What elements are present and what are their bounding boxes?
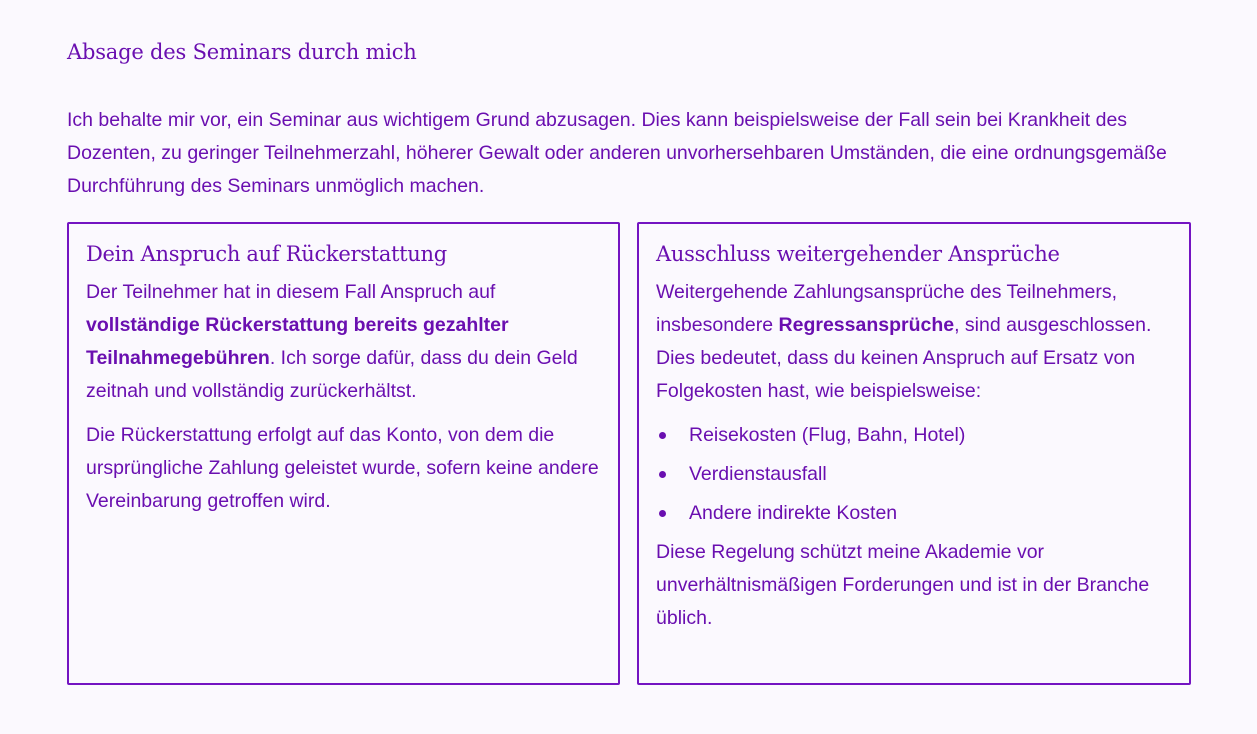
- intro-paragraph: Ich behalte mir vor, ein Seminar aus wichtigem Grund abzusagen. Dies kann beispielsweise der Fall sein bei Krankheit des Dozenten, zu geringer Teilnehmerzahl, höherer Gewalt oder anderen unvorhersehbaren Umständen, die eine ordnungsgemäße Durchführung des Seminars unmöglich machen.: [67, 109, 1167, 197]
- list-item: [656, 497, 1172, 530]
- list-item-label: Andere indirekte Kosten: [689, 502, 898, 524]
- bullet-dot-icon: [659, 471, 666, 478]
- refund-emphasis: vollständige Rückerstattung bereits gezahlter Teilnahmegebühren: [86, 314, 509, 369]
- bullet-dot-icon: [659, 432, 666, 439]
- exclusion-emphasis: Regressansprüche: [778, 314, 955, 336]
- refund-card: [67, 222, 620, 685]
- exclusion-card-paragraph-2: Diese Regelung schützt meine Akademie vor unverhältnismäßigen Forderungen und ist in der Branche üblich.: [656, 541, 1150, 629]
- bullet-dot-icon: [659, 510, 666, 517]
- exclusion-card-paragraph-1: [656, 276, 1172, 408]
- exclusion-card-title: Ausschluss weitergehender Ansprüche: [656, 242, 1060, 266]
- exclusion-text-start: Weitergehende Zahlungsansprüche des Teilnehmers, insbesondere: [656, 281, 1118, 336]
- exclusion-card: [637, 222, 1191, 685]
- list-item-label: Verdienstausfall: [689, 463, 827, 485]
- excluded-costs-list: [656, 419, 1172, 530]
- section-title: Absage des Seminars durch mich: [67, 40, 417, 64]
- refund-text-end: . Ich sorge dafür, dass du dein Geld zeitnah und vollständig zurückerhältst.: [86, 347, 578, 402]
- exclusion-text-end: , sind ausgeschlossen. Dies bedeutet, dass du keinen Anspruch auf Ersatz von Folgekosten hast, wie beispielsweise:: [656, 314, 1152, 402]
- list-item: [656, 458, 1172, 491]
- refund-card-paragraph-1: [86, 276, 601, 408]
- refund-card-title: Dein Anspruch auf Rückerstattung: [86, 242, 447, 266]
- refund-card-paragraph-2: Die Rückerstattung erfolgt auf das Konto, von dem die ursprüngliche Zahlung geleistet wurde, sofern keine andere Vereinbarung getroffen wird.: [86, 424, 599, 512]
- list-item: [656, 419, 1172, 452]
- list-item-label: Reisekosten (Flug, Bahn, Hotel): [689, 424, 966, 446]
- refund-text-start: Der Teilnehmer hat in diesem Fall Anspruch auf: [86, 281, 496, 303]
